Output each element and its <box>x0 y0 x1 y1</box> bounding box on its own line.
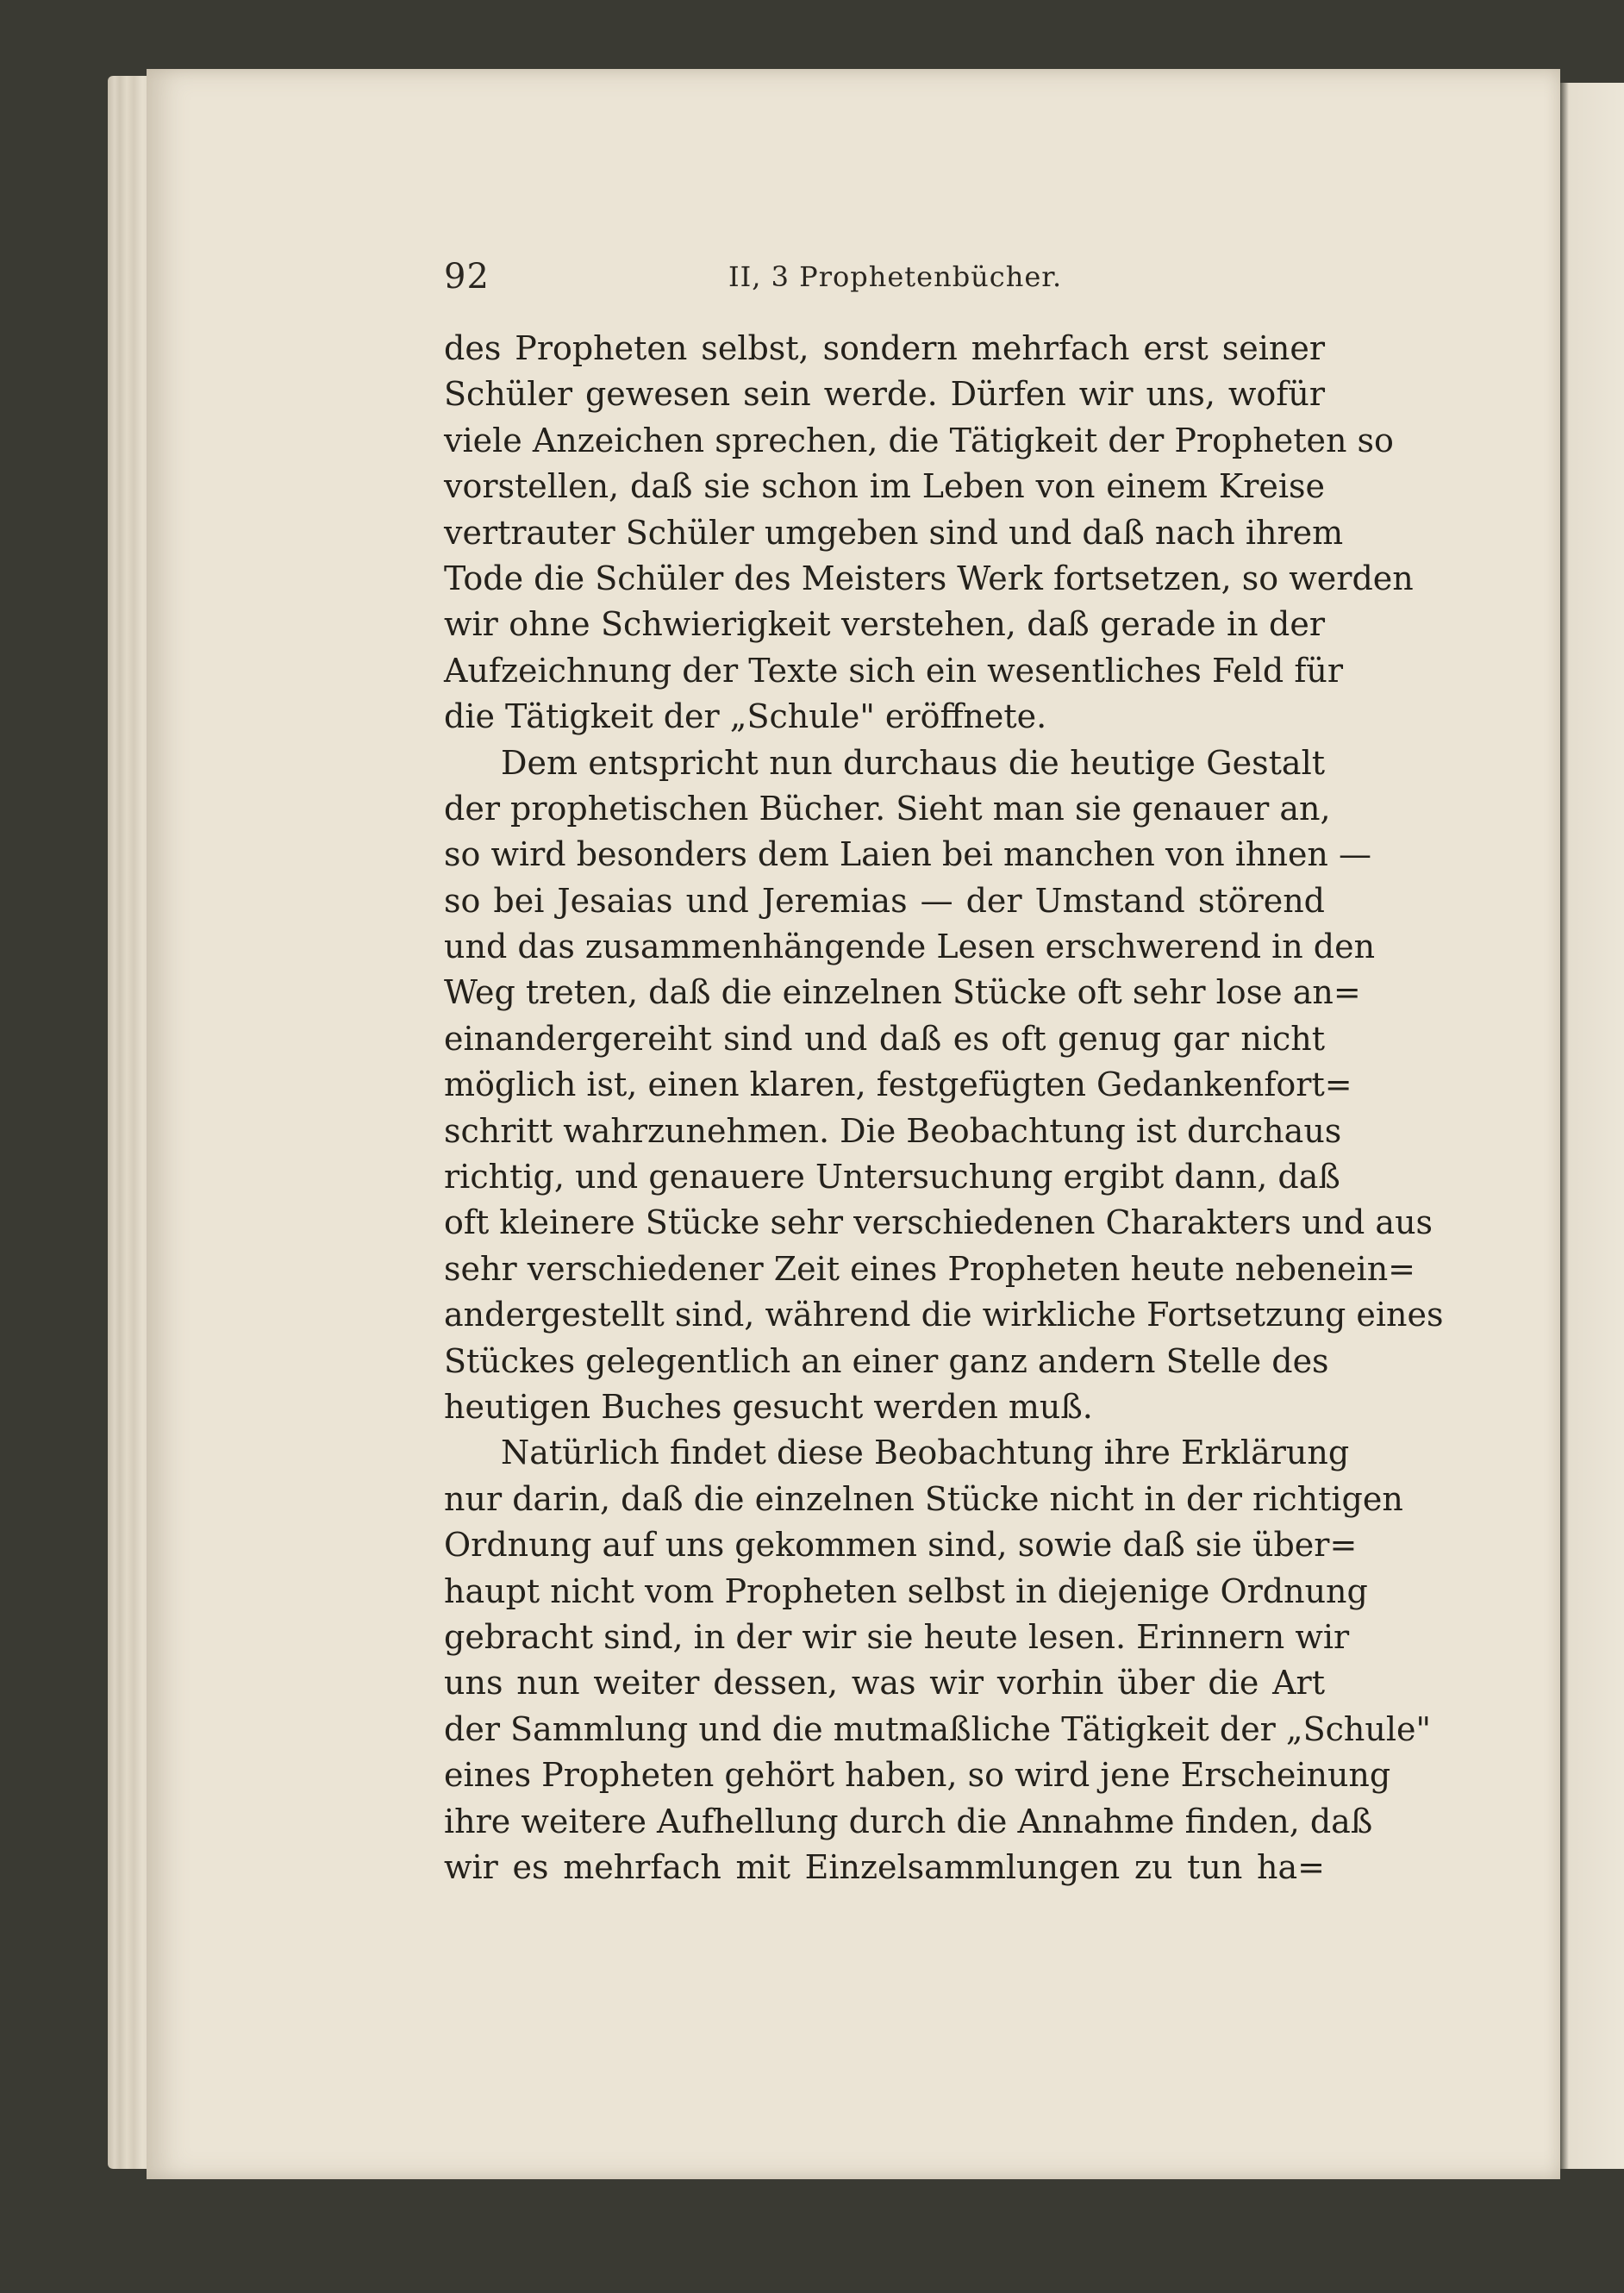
text-line: Weg treten, daß die einzelnen Stücke oft sehr lose an= <box>444 973 1361 1012</box>
paragraph-start-line: Dem entspricht nun durchaus die heutige Gestalt <box>501 743 1325 782</box>
text-line: und das zusammenhängende Lesen erschwerend in den <box>444 928 1376 966</box>
text-line: so bei Jesaias und Jeremias — der Umstand störend <box>444 881 1325 920</box>
text-line: Aufzeichnung der Texte sich ein wesentliches Feld für <box>444 651 1344 690</box>
text-line: die Tätigkeit der „Schule" eröffnete. <box>444 697 1047 736</box>
text-line: nur darin, daß die einzelnen Stücke nicht in der richtigen <box>444 1479 1403 1518</box>
text-line: andergestellt sind, während die wirkliche Fortsetzung eines <box>444 1296 1444 1334</box>
text-line: wir ohne Schwierigkeit verstehen, daß gerade in der <box>444 605 1325 644</box>
text-line: richtig, und genauere Untersuchung ergibt dann, daß <box>444 1158 1340 1196</box>
paragraph-start-line: Natürlich findet diese Beobachtung ihre Erklärung <box>501 1434 1350 1472</box>
text-line: einandergereiht sind und daß es oft genug gar nicht <box>444 1019 1325 1058</box>
text-line: sehr verschiedener Zeit eines Propheten heute nebenein= <box>444 1249 1416 1288</box>
text-line: möglich ist, einen klaren, festgefügten Gedankenfort= <box>444 1065 1352 1104</box>
text-line: Tode die Schüler des Meisters Werk fortsetzen, so werden <box>444 559 1414 597</box>
text-line: Stückes gelegentlich an einer ganz andern Stelle des <box>444 1341 1329 1380</box>
text-line: der Sammlung und die mutmaßliche Tätigkeit der „Schule" <box>444 1709 1431 1748</box>
text-line: Ordnung auf uns gekommen sind, sowie daß sie über= <box>444 1526 1358 1565</box>
text-line: heutigen Buches gesucht werden muß. <box>444 1387 1093 1426</box>
text-line: Schüler gewesen sein werde. Dürfen wir uns, wofür <box>444 375 1325 414</box>
text-line: oft kleinere Stücke sehr verschiedenen Charakters und aus <box>444 1203 1433 1242</box>
page-header <box>444 257 1325 300</box>
text-line: so wird besonders dem Laien bei manchen von ihnen — <box>444 835 1371 874</box>
text-line: gebracht sind, in der wir sie heute lesen. Erinnern wir <box>444 1617 1350 1656</box>
text-line: haupt nicht vom Propheten selbst in diejenige Ordnung <box>444 1571 1368 1610</box>
running-head: II, 3 Prophetenbücher. <box>728 260 1063 293</box>
text-line: uns nun weiter dessen, was wir vorhin über die Art <box>444 1664 1325 1703</box>
text-line: wir es mehrfach mit Einzelsammlungen zu tun ha= <box>444 1847 1325 1886</box>
page-number: 92 <box>444 257 490 297</box>
text-line: vertrauter Schüler umgeben sind und daß nach ihrem <box>444 513 1344 552</box>
text-line: vorstellen, daß sie schon im Leben von einem Kreise <box>444 467 1325 506</box>
text-line: viele Anzeichen sprechen, die Tätigkeit der Propheten so <box>444 421 1394 459</box>
text-line: eines Propheten gehört haben, so wird jene Erscheinung <box>444 1756 1391 1795</box>
text-line: des Propheten selbst, sondern mehrfach erst seiner <box>444 329 1325 367</box>
text-line: ihre weitere Aufhellung durch die Annahme finden, daß <box>444 1802 1373 1840</box>
text-line: der prophetischen Bücher. Sieht man sie genauer an, <box>444 789 1331 828</box>
facing-page-edge <box>1560 83 1624 2169</box>
text-line: schritt wahrzunehmen. Die Beobachtung ist durchaus <box>444 1111 1342 1150</box>
body-text <box>444 326 1444 1890</box>
